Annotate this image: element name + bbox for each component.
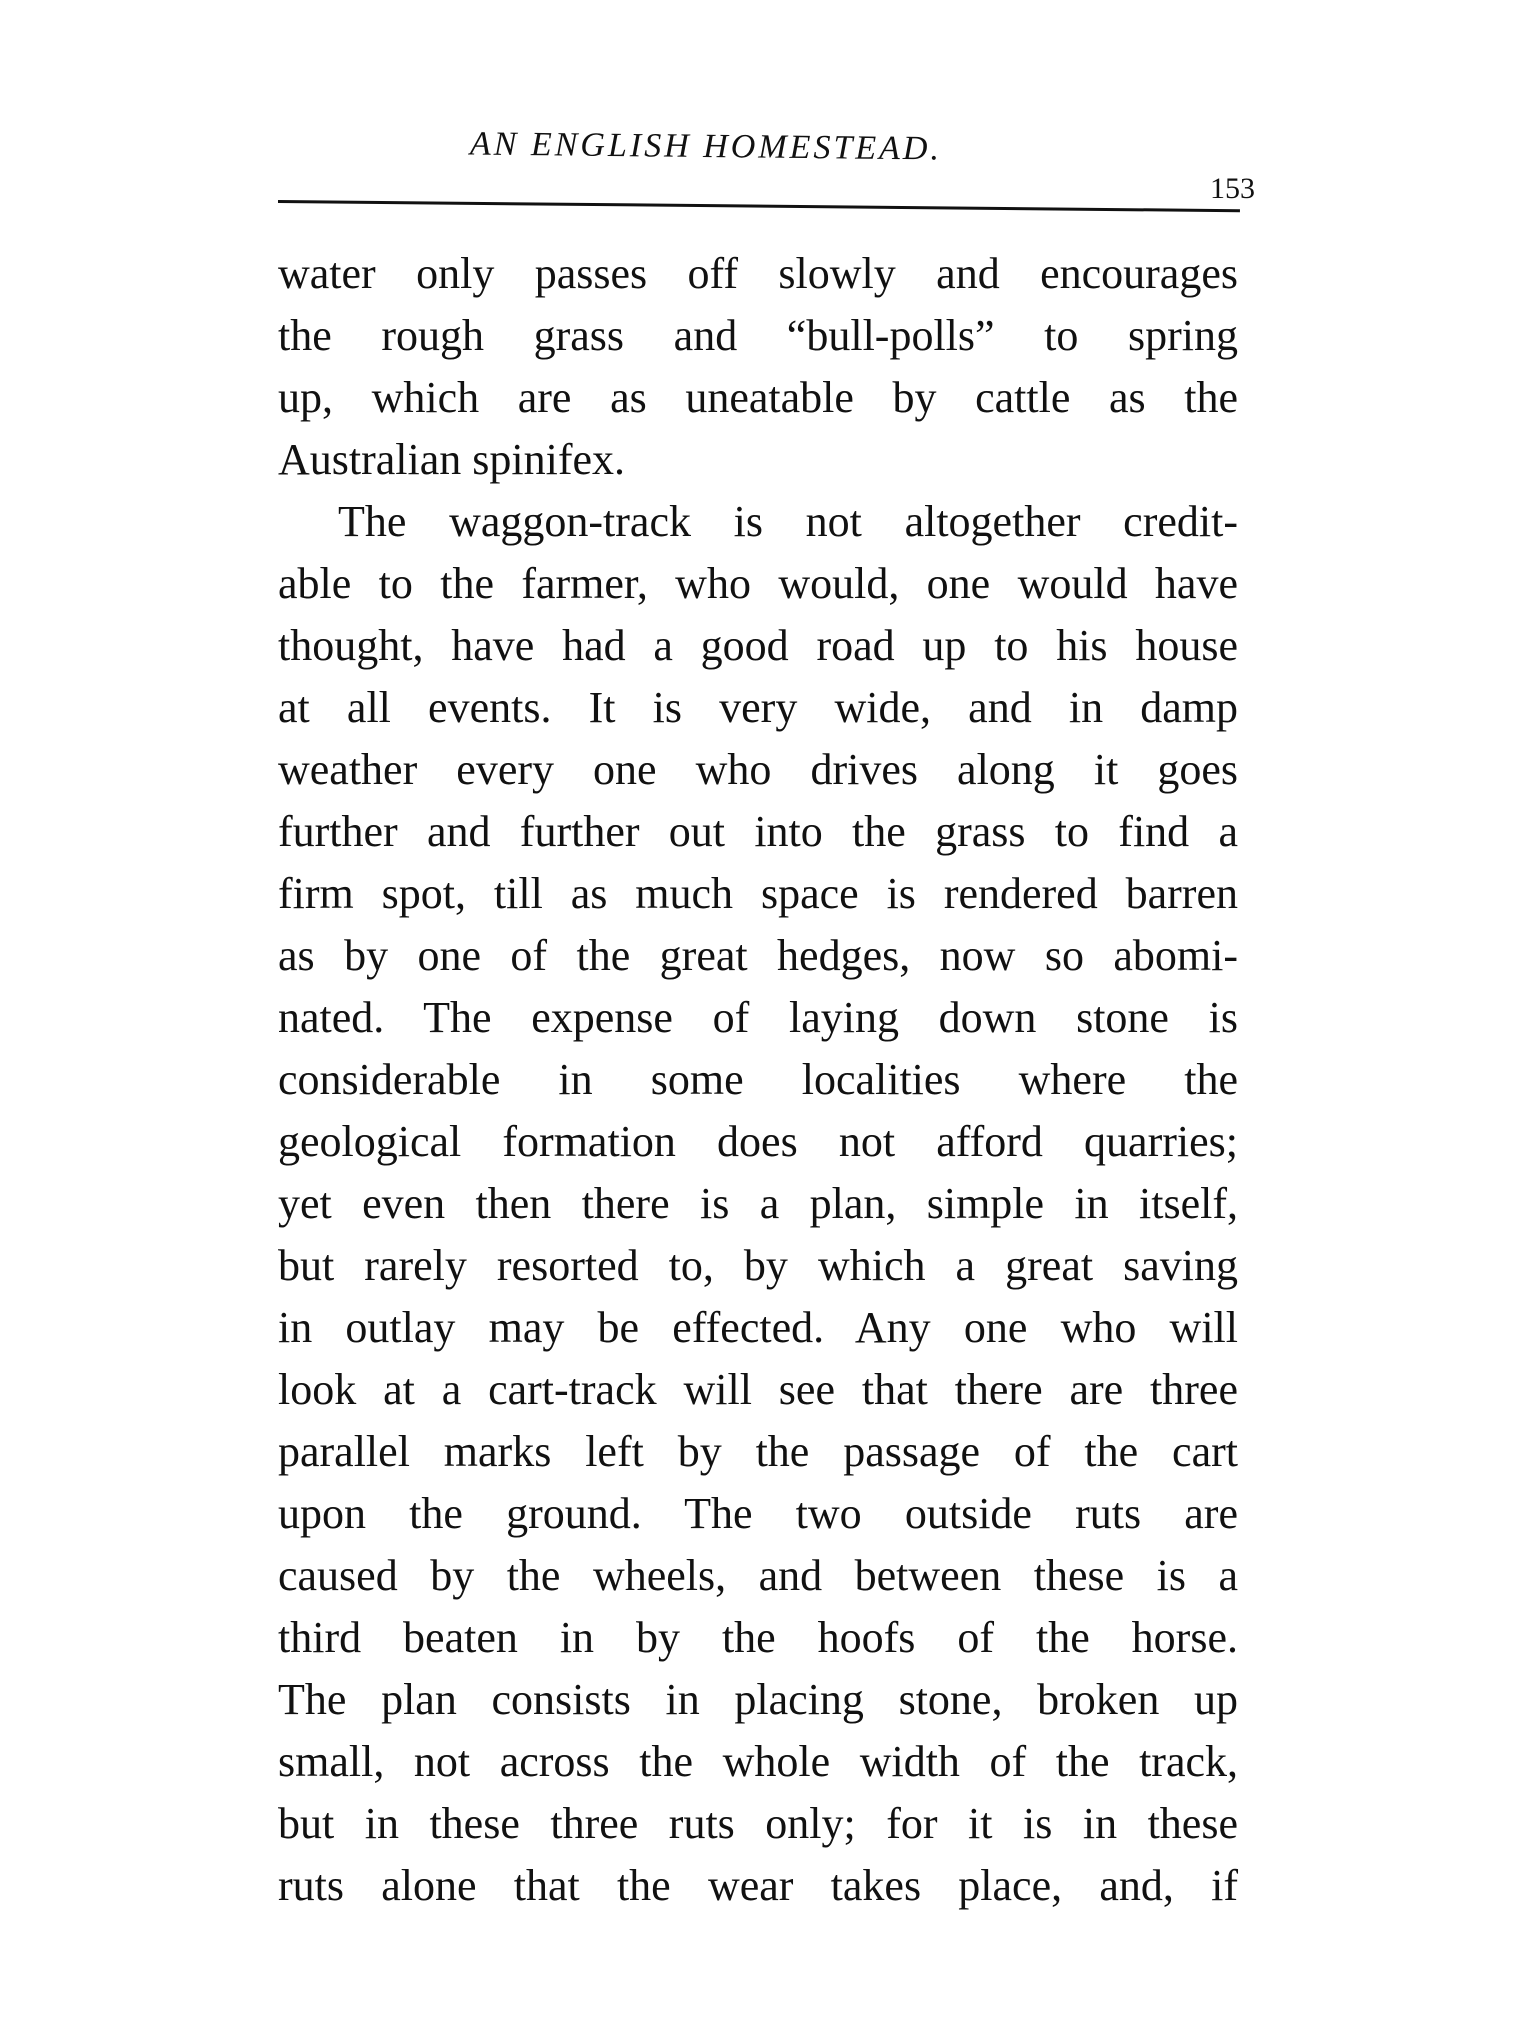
text-line: up, which are as uneatable by cattle as the	[278, 373, 1238, 422]
text-line: The plan consists in placing stone, broken up	[278, 1675, 1238, 1724]
header-rule	[278, 200, 1240, 212]
text-line: considerable in some localities where the	[278, 1055, 1238, 1104]
text-line: the rough grass and “bull-polls” to spring	[278, 311, 1238, 360]
text-line: as by one of the great hedges, now so abomi-	[278, 931, 1238, 980]
text-line: upon the ground. The two outside ruts are	[278, 1489, 1238, 1538]
text-line: thought, have had a good road up to his house	[278, 621, 1238, 670]
text-line: look at a cart-track will see that there are three	[278, 1365, 1238, 1414]
text-line: ruts alone that the wear takes place, and, if	[278, 1861, 1238, 1910]
text-line: but in these three ruts only; for it is in these	[278, 1799, 1238, 1848]
text-line: in outlay may be effected. Any one who will	[278, 1303, 1238, 1352]
text-line: small, not across the whole width of the track,	[278, 1737, 1238, 1786]
text-line: third beaten in by the hoofs of the horse.	[278, 1613, 1238, 1662]
text-line: water only passes off slowly and encourages	[278, 249, 1238, 298]
text-line: at all events. It is very wide, and in damp	[278, 683, 1238, 732]
text-line: nated. The expense of laying down stone is	[278, 993, 1238, 1042]
text-line: geological formation does not afford quarries;	[278, 1117, 1238, 1166]
text-line: firm spot, till as much space is rendered barren	[278, 869, 1238, 918]
text-line: The waggon-track is not altogether credit-	[338, 497, 1238, 546]
text-line: further and further out into the grass to find a	[278, 807, 1238, 856]
text-line: caused by the wheels, and between these is a	[278, 1551, 1238, 1600]
text-line: yet even then there is a plan, simple in itself,	[278, 1179, 1238, 1228]
page-number: 153	[1210, 172, 1255, 205]
running-head: AN ENGLISH HOMESTEAD.	[469, 125, 943, 168]
text-line: weather every one who drives along it goes	[278, 745, 1238, 794]
text-line: but rarely resorted to, by which a great saving	[278, 1241, 1238, 1290]
text-line: able to the farmer, who would, one would have	[278, 559, 1238, 608]
text-line: parallel marks left by the passage of the cart	[278, 1427, 1238, 1476]
body-text	[278, 243, 1238, 1917]
text-line: Australian spinifex.	[278, 435, 626, 484]
